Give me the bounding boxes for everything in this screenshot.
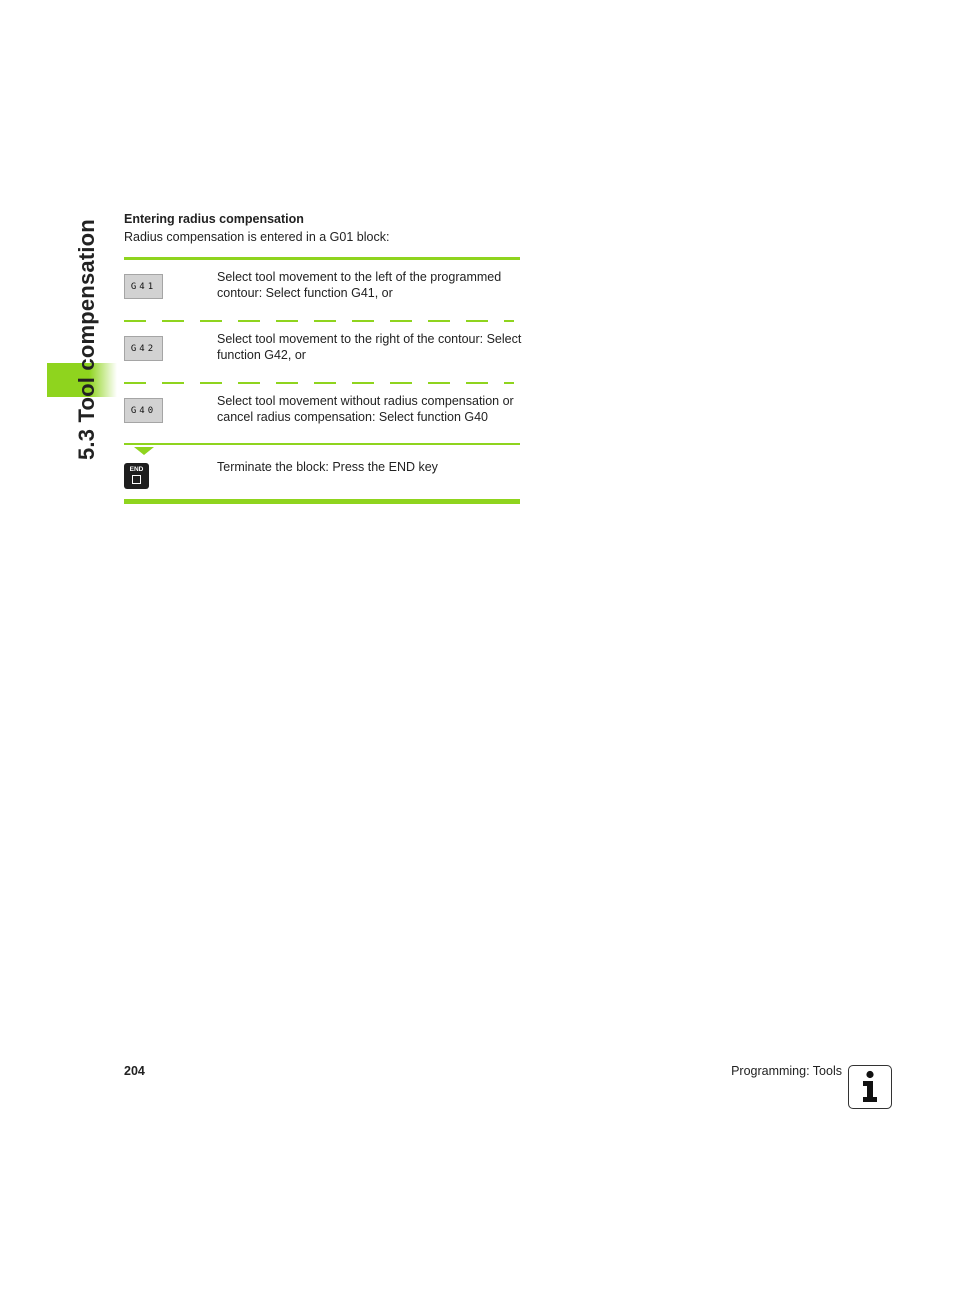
table-bottom-rule bbox=[124, 499, 520, 504]
step-g40-text: Select tool movement without radius compensation or cancel radius compensation: Select function G40 bbox=[217, 394, 514, 424]
info-glyph bbox=[849, 1066, 890, 1107]
step-g42-text: Select tool movement to the right of the contour: Select function G42, or bbox=[217, 332, 522, 362]
section-intro: Radius compensation is entered in a G01 block: bbox=[124, 230, 390, 244]
softkey-g40[interactable]: G40 bbox=[124, 398, 163, 423]
table-top-rule bbox=[124, 257, 520, 260]
section-heading: Entering radius compensation bbox=[124, 212, 304, 226]
dashed-divider bbox=[124, 320, 514, 322]
softkey-g41[interactable]: G41 bbox=[124, 274, 163, 299]
square-icon bbox=[132, 475, 141, 484]
pointer-arrow-icon bbox=[134, 447, 154, 455]
info-icon[interactable] bbox=[848, 1065, 892, 1109]
step-g41-text: Select tool movement to the left of the programmed contour: Select function G41, or bbox=[217, 270, 502, 300]
end-key-button[interactable] bbox=[124, 463, 149, 489]
footer-title: Programming: Tools bbox=[731, 1064, 842, 1078]
step-end-text: Terminate the block: Press the END key bbox=[217, 460, 438, 474]
end-key-label: END bbox=[129, 466, 144, 473]
chapter-title: 5.3 Tool compensation bbox=[74, 219, 99, 460]
softkey-g42[interactable]: G42 bbox=[124, 336, 163, 361]
section-divider bbox=[124, 443, 520, 445]
page-number: 204 bbox=[124, 1064, 145, 1078]
dashed-divider bbox=[124, 382, 514, 384]
